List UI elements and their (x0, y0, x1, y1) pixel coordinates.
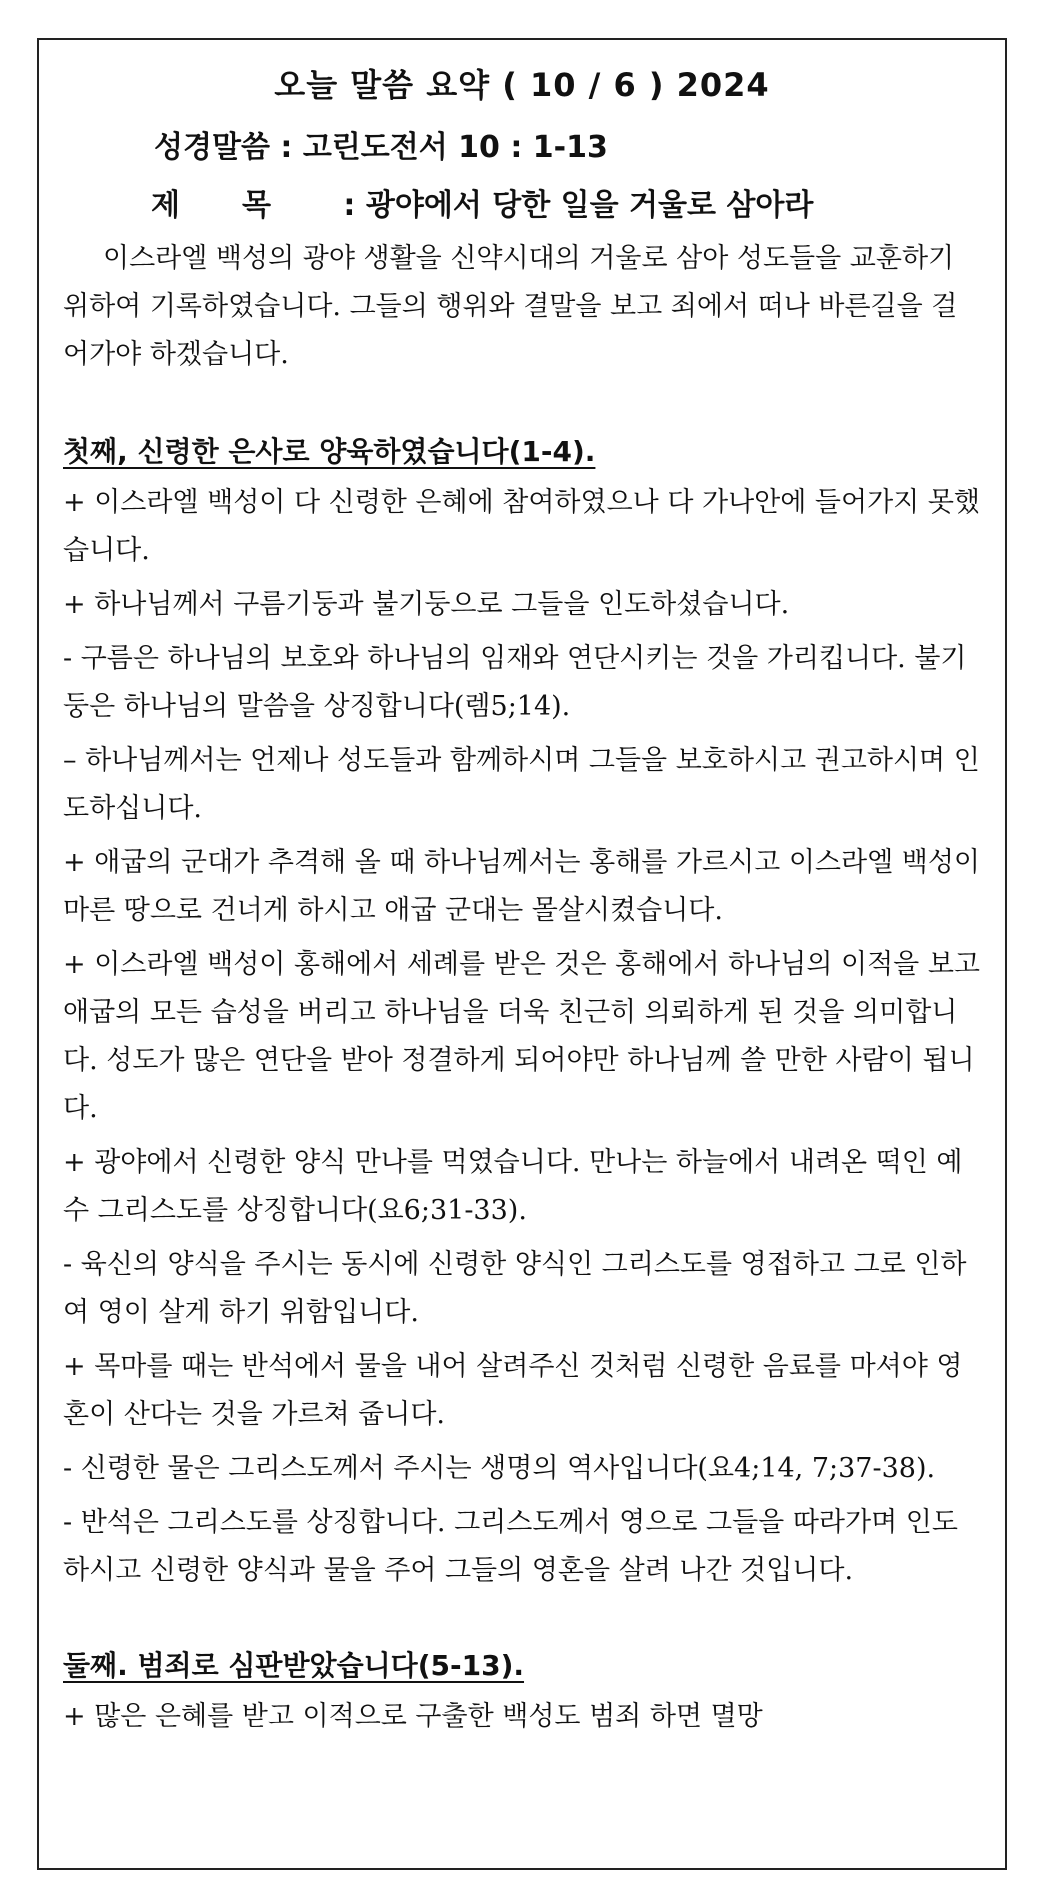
intro-paragraph: 이스라엘 백성의 광야 생활을 신약시대의 거울로 삼아 성도들을 교훈하기 위하여 기록하였습니다. 그들의 행위와 결말을 보고 죄에서 떠나 바른길을 걸어가야 하겠습니다. (63, 243, 958, 370)
list-item: - 구름은 하나님의 보호와 하나님의 임재와 연단시키는 것을 가리킵니다. 불기둥은 하나님의 말씀을 상징합니다(렘5;14). (63, 643, 967, 722)
subject-line (151, 180, 813, 224)
summary-document (37, 38, 1007, 1870)
list-item: + 이스라엘 백성이 홍해에서 세례를 받은 것은 홍해에서 하나님의 이적을 보고 애굽의 모든 습성을 버리고 하나님을 더욱 친근히 의뢰하게 된 것을 의미합니다. 성도가 많은 연단을 받아 정결하게 되어야만 하나님께 쓸 만한 사람이 됩니다. (63, 949, 980, 1124)
scripture-separator: : (280, 130, 293, 165)
section-first (63, 425, 983, 1595)
sermon-body (63, 235, 983, 1747)
section-heading: 둘째. 범죄로 심판받았습니다(5-13). (63, 1649, 525, 1682)
subject-label: 제목 (151, 188, 333, 223)
list-item: + 많은 은혜를 받고 이적으로 구출한 백성도 범죄 하면 멸망 (63, 1701, 763, 1732)
list-item: + 하나님께서 구름기둥과 불기둥으로 그들을 인도하셨습니다. (63, 589, 790, 620)
scripture-line (154, 122, 608, 166)
subject-title: 광야에서 당한 일을 거울로 삼아라 (365, 188, 814, 223)
scripture-label: 성경말씀 (154, 130, 270, 165)
section-second (63, 1639, 983, 1741)
section-spacer (63, 1601, 983, 1639)
list-item: + 이스라엘 백성이 다 신령한 은혜에 참여하였으나 다 가나안에 들어가지 못했습니다. (63, 487, 980, 566)
list-item: - 신령한 물은 그리스도께서 주시는 생명의 역사입니다(요4;14, 7;37-38). (63, 1453, 936, 1484)
scripture-reference: 고린도전서 10 : 1-13 (302, 130, 608, 165)
subject-separator: : (343, 188, 356, 223)
list-item: - 육신의 양식을 주시는 동시에 신령한 양식인 그리스도를 영접하고 그로 인하여 영이 살게 하기 위함입니다. (63, 1249, 967, 1328)
section-heading: 첫째, 신령한 은사로 양육하였습니다(1-4). (63, 435, 596, 468)
page-title: 오늘 말씀 요약 ( 10 / 6 ) 2024 (274, 66, 770, 104)
list-item: + 애굽의 군대가 추격해 올 때 하나님께서는 홍해를 가르시고 이스라엘 백성이 마른 땅으로 건너게 하시고 애굽 군대는 몰살시켰습니다. (63, 847, 980, 926)
list-item: - 반석은 그리스도를 상징합니다. 그리스도께서 영으로 그들을 따라가며 인도하시고 신령한 양식과 물을 주어 그들의 영혼을 살려 나간 것입니다. (63, 1507, 958, 1586)
list-item: + 목마를 때는 반석에서 물을 내어 살려주신 것처럼 신령한 음료를 마셔야 영혼이 산다는 것을 가르쳐 줍니다. (63, 1351, 963, 1430)
list-item: + 광야에서 신령한 양식 만나를 먹였습니다. 만나는 하늘에서 내려온 떡인 예수 그리스도를 상징합니다(요6;31-33). (63, 1147, 963, 1226)
list-item: – 하나님께서는 언제나 성도들과 함께하시며 그들을 보호하시고 권고하시며 인도하십니다. (63, 745, 980, 824)
